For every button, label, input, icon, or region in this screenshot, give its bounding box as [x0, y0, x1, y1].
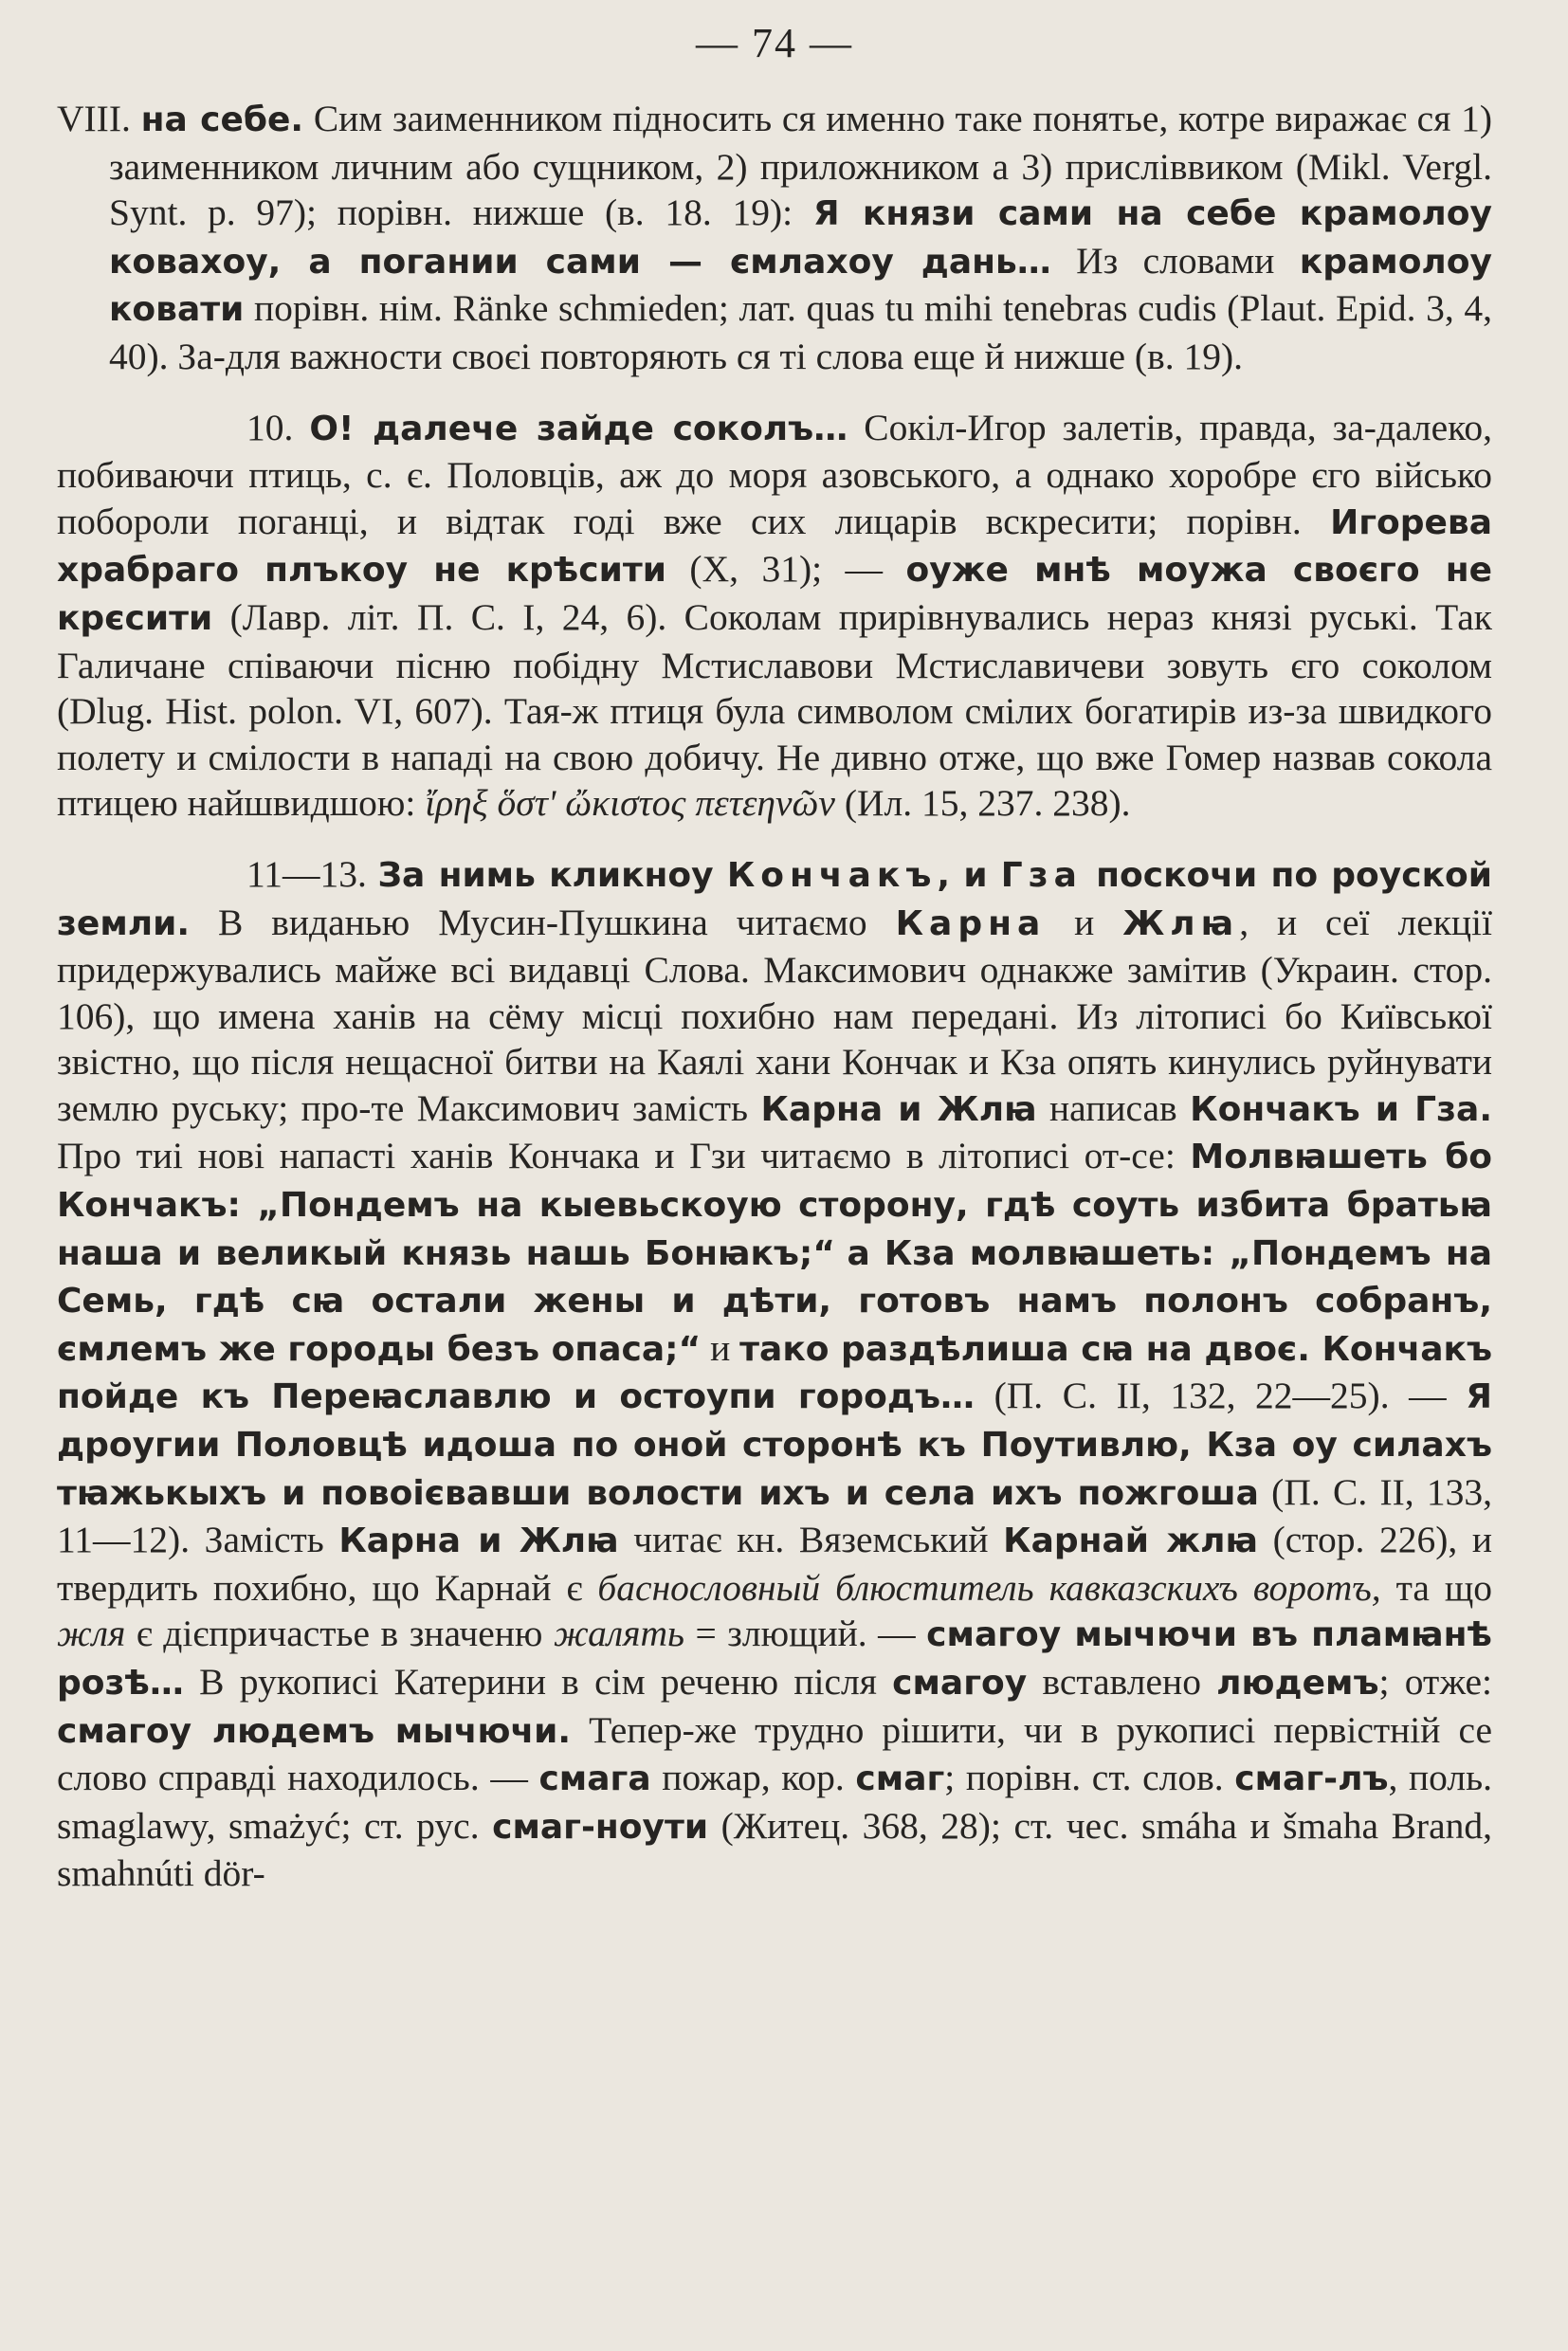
text-run: , и сеї лекції придержувались майже всі видавці Слова. Максимович однакже замітив (Украин. стор. 106), що имена ханів на сёму місці похибно нам передані. Из літописі бо Київської звістно, що після нещасної битви на Каялі хани Кончак и Кза опять кинулись руйнувати землю руську; про-те Максимович замість [57, 901, 1493, 1129]
text-run: и [701, 1326, 740, 1369]
text-run: та що [1380, 1566, 1492, 1609]
text-run: В рукописі Катерини в сім реченю після [183, 1661, 893, 1703]
church-slavonic-quote: смага [538, 1759, 651, 1799]
text-run: порівн. нім. Ränke schmieden; лат. quas tu mihi tenebras cudis (Plaut. Epid. 3, 4, 40). За-для важности своєі повторяють ся ті слова еще й нижше (в. 19). [109, 287, 1492, 377]
text-run: (X, 31); — [665, 548, 906, 591]
church-slavonic-quote: смаг-ноути [492, 1807, 709, 1847]
text-run: VIII. [57, 98, 141, 139]
church-slavonic-quote: , и [937, 855, 1001, 895]
text-run: ; отже: [1378, 1661, 1492, 1703]
text-run: написав [1036, 1086, 1191, 1129]
text-run: Сим заименником підносить ся именно таке понятье, котре виражає ся 1) заименником личним або сущником, 2) приложником а 3) присліввиком (Mikl. Vergl. Synt. p. 97); порівн. нижше (в. 18. 19): [109, 98, 1492, 234]
paragraph-viii [57, 96, 1492, 380]
church-slavonic-quote: а Кза молвꙗшеть: „Пондемъ на Семь, гдѣ сꙗ остали жены и дѣти, готовъ намъ полонъ собранъ, ємлемъ же городы безъ опаса;“ [57, 1233, 1492, 1369]
text-run: = злющий. — [684, 1613, 927, 1655]
church-slavonic-quote: крамолоу ковати [109, 242, 1492, 330]
text-run: , поль. smaglawy, smażyć; ст. рус. [57, 1757, 1492, 1847]
text-run: (стор. 226), и твердить похибно, що Карнай є [57, 1519, 1492, 1609]
italic-text: жля [57, 1613, 126, 1655]
church-slavonic-quote: тако раздѣлиша сꙗ на двоє. Кончакъ пойде къ Переꙗславлю и остоупи городъ… [57, 1329, 1493, 1417]
church-slavonic-quote: смагоу [892, 1664, 1028, 1703]
text-run: пожар, кор. [650, 1757, 856, 1799]
text-run: и [1046, 901, 1123, 943]
church-slavonic-quote: людемъ [1216, 1664, 1379, 1703]
church-slavonic-quote: Карнай жлꙗ [1003, 1522, 1258, 1561]
church-slavonic-quote: смагоу людемъ мычючи. [57, 1711, 572, 1751]
paragraph-11-13 [57, 851, 1492, 1897]
church-slavonic-quote: Гза [1000, 855, 1083, 895]
text-run: (П. С. II, 133, 11—12). Замість [57, 1470, 1492, 1561]
text-run: Сокіл-Игор залетів, правда, за-далеко, побиваючи птиць, с. є. Половців, аж до моря азовського, а однако хоробре єго військо побороли поганці, и відтак годі вже сих лицарів вскресити; порівн. [57, 406, 1492, 542]
church-slavonic-quote: поскочи по роуской земли. [57, 855, 1492, 943]
church-slavonic-quote: смагоу мычючи въ пламꙗнѣ розѣ… [57, 1615, 1492, 1703]
text-run: (Житец. 368, 28); ст. чес. smáha и šmaha Brand, smahnúti dör- [57, 1804, 1492, 1895]
church-slavonic-quote: оуже мнѣ моужа своєго не крєсити [57, 551, 1493, 638]
church-slavonic-quote: Кончакъ и Гза. [1190, 1089, 1492, 1129]
text-run: читає кн. Вяземський [618, 1519, 1004, 1561]
text-run: ; порівн. ст. слов. [944, 1757, 1235, 1799]
text-run: (Лавр. літ. П. С. І, 24, 6). Соколам прирівнувались нераз князі руські. Так Галичане співаючи пісню побідну Мстиславови Мстиславичеви зовуть єго соколом (Dlug. Hist. polon. VI, 607). Тая-ж птиця була символом смілих богатирів из-за швидкого полету и смілости в нападі на свою добичу. Не дивно отже, що вже Гомер назвав сокола птицею найшвидшою: [57, 595, 1492, 825]
church-slavonic-quote: Кончакъ [726, 855, 938, 895]
text-run: В виданью Мусин-Пушкина читаємо [190, 901, 896, 943]
italic-text: жалять [553, 1613, 685, 1655]
text-run: (Ил. 15, 237. 238). [834, 782, 1131, 825]
text-run: (П. С. II, 132, 22—25). — [975, 1375, 1467, 1417]
text-run: 11—13. [246, 852, 378, 895]
church-slavonic-quote: смаг [855, 1759, 945, 1799]
church-slavonic-quote: Игорева храбраго плъкоу не крѣсити [57, 502, 1492, 591]
page-number: — 74 — [696, 20, 853, 66]
text-run: Из словами [1050, 239, 1300, 282]
church-slavonic-quote: Карна и Жлꙗ [760, 1089, 1037, 1129]
church-slavonic-quote: смаг-лъ [1234, 1759, 1389, 1799]
paragraph-10 [57, 405, 1492, 827]
church-slavonic-quote: Карна [895, 903, 1047, 943]
text-run: є дієпричастье в значеню [125, 1613, 554, 1655]
church-slavonic-quote: За нимь кликноу [377, 855, 727, 895]
church-slavonic-quote: Я дроугии Половцѣ идоша по оной сторонѣ къ Поутивлю, Кза оу силахъ тꙗжькыхъ и повоієвавши волости ихъ и села ихъ пожгоша [57, 1377, 1492, 1513]
church-slavonic-quote: Карна и Жлꙗ [338, 1522, 619, 1561]
church-slavonic-quote: Жлꙗ [1122, 903, 1240, 943]
text-run: вставлено [1027, 1661, 1217, 1703]
text-run: Тепер-же трудно рішити, чи в рукописі первістній се слово справді находилось. — [57, 1708, 1492, 1799]
italic-text: баснословный блюститель кавказскихъ воротъ, [597, 1566, 1381, 1609]
church-slavonic-quote: на себе. [140, 100, 304, 139]
text-run [835, 1231, 847, 1273]
text-run: 10. [246, 406, 310, 448]
greek-quote: ἴρηξ ὅστ' ὤκιστος πετεηνῶν [425, 782, 835, 825]
church-slavonic-quote: Я князи сами на себе крамолоу ковахоу, а погании сами — ємлахоу дань… [109, 194, 1492, 282]
text-run: Про тиі нові напасті ханів Кончака и Гзи читаємо в літописі от-се: [57, 1135, 1191, 1177]
church-slavonic-quote: Молвꙗшеть бо Кончакъ: „Пондемъ на кыевьскоую сторону, гдѣ соуть избита братьꙗ наша и великый князь нашь Бонꙗкъ;“ [57, 1138, 1492, 1273]
church-slavonic-quote: О! далече зайде соколъ… [309, 409, 848, 448]
